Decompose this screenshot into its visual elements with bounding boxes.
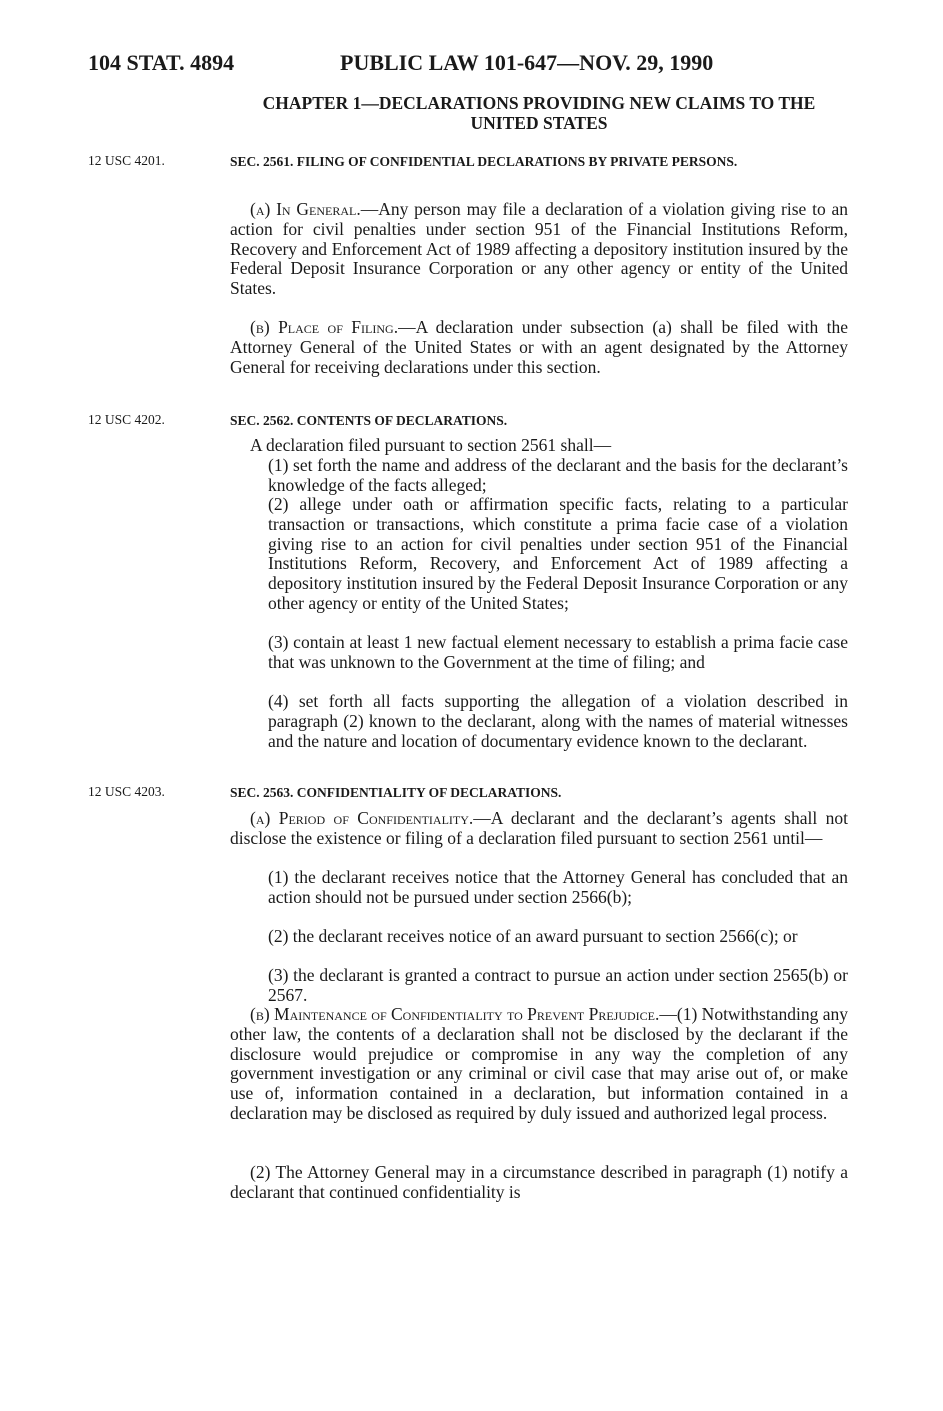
section-2563-subsection-a: [230, 809, 848, 849]
section-2562-intro: A declaration filed pursuant to section 2561 shall—: [250, 435, 612, 455]
margin-citation-4202: 12 USC 4202.: [88, 412, 165, 427]
section-2563-subsection-b: [230, 1005, 848, 1124]
section-2562-item-1: (1) set forth the name and address of the declarant and the basis for the declarant’s knowledge of the facts alleged;: [268, 455, 848, 495]
section-2562-item-4: (4) set forth all facts supporting the allegation of a violation described in paragraph (2) known to the declarant, along with the names of material witnesses and the nature and location of documentary evidence known to the declarant.: [268, 691, 848, 751]
margin-citation-4201: 12 USC 4201.: [88, 153, 165, 168]
section-2562-item-2: (2) allege under oath or affirmation specific facts, relating to a particular transaction or transactions, which constitute a prima facie case of a violation giving rise to an action for civil penalties under section 951 of the Financial Institutions Reform, Recovery, and Enforcement Act of 1989 affecting a depository institution insured by the Federal Deposit Insurance Corporation or any other agency or entity of the United States;: [268, 494, 848, 613]
section-2563-item-2: (2) the declarant receives notice of an award pursuant to section 2566(c); or: [268, 926, 798, 946]
subsection-a-label: (a) In General.: [250, 199, 361, 219]
section-2563-item-3: (3) the declarant is granted a contract to pursue an action under section 2565(b) or 2567.: [268, 965, 848, 1005]
section-2563-heading: SEC. 2563. CONFIDENTIALITY OF DECLARATIONS.: [230, 785, 562, 800]
section-2563-item-1: (1) the declarant receives notice that the Attorney General has concluded that an action should not be pursued under section 2566(b);: [268, 867, 848, 907]
section-2563-subsection-b-paragraph-2: (2) The Attorney General may in a circumstance described in paragraph (1) notify a declarant that continued confidentiality is: [230, 1162, 848, 1202]
subsection-b-text: —A declaration under subsection (a) shall be filed with the Attorney General of the United States or with an agent designated by the Attorney General for receiving declarations under this section.: [230, 317, 848, 377]
stat-page-number: 104 STAT. 4894: [88, 50, 235, 75]
subsection-b-label: (b) Maintenance of Confidentiality to Prevent Prejudice.: [250, 1004, 660, 1024]
subsection-b-text: —(1) Notwithstanding any other law, the contents of a declaration shall not be disclosed by the declarant if the disclosure would prejudice or compromise in any way the completion of any government investigation or any criminal or civil case that may arise out of, or make use of, information contained in a declaration, but information contained in a declaration may be disclosed as required by duly issued and authorized legal process.: [230, 1004, 848, 1123]
subsection-b-label: (b) Place of Filing.: [250, 317, 399, 337]
subsection-a-text: —Any person may file a declaration of a violation giving rise to an action for civil penalties under section 951 of the Financial Institutions Reform, Recovery and Enforcement Act of 1989 affecting a depository institution insured by the Federal Deposit Insurance Corporation or any other agency or entity of the United States.: [230, 199, 848, 299]
public-law-title: PUBLIC LAW 101-647—NOV. 29, 1990: [340, 50, 714, 75]
chapter-heading: CHAPTER 1—DECLARATIONS PROVIDING NEW CLAIMS TO THE UNITED STATES: [262, 93, 816, 133]
subsection-a-label: (a) Period of Confidentiality.: [250, 808, 474, 828]
section-2561-heading: SEC. 2561. FILING OF CONFIDENTIAL DECLARATIONS BY PRIVATE PERSONS.: [230, 154, 738, 169]
section-2561-subsection-a: [230, 200, 848, 299]
margin-citation-4203: 12 USC 4203.: [88, 784, 165, 799]
running-head: [88, 50, 714, 76]
subsection-a-text: —A declarant and the declarant’s agents shall not disclose the existence or filing of a declaration filed pursuant to section 2561 until—: [230, 808, 848, 848]
section-2561-subsection-b: [230, 318, 848, 377]
section-2562-heading: SEC. 2562. CONTENTS OF DECLARATIONS.: [230, 413, 508, 428]
section-2562-item-3: (3) contain at least 1 new factual element necessary to establish a prima facie case that was unknown to the Government at the time of filing; and: [268, 632, 848, 672]
